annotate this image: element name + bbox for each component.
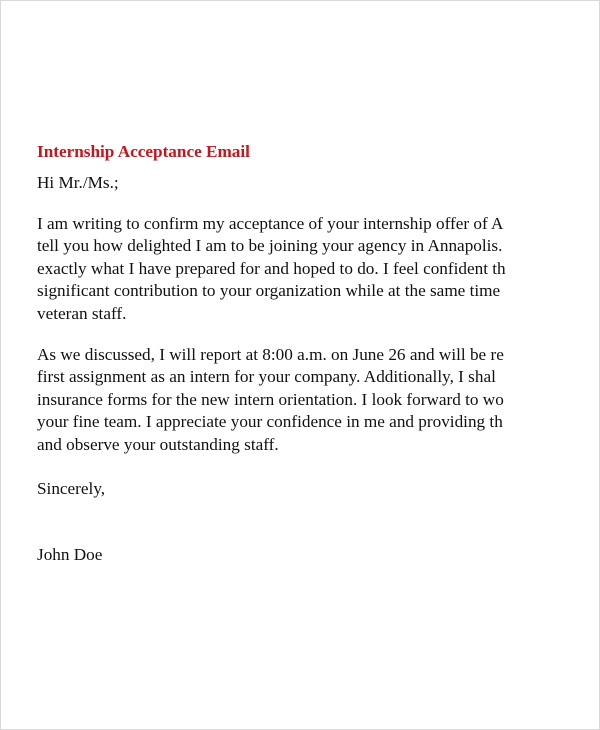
paragraph-1-line: I am writing to confirm my acceptance of your internship offer of A	[37, 214, 504, 233]
paragraph-2-line: first assignment as an intern for your company. Additionally, I shal	[37, 367, 496, 387]
closing-line: Sincerely,	[37, 478, 106, 498]
paragraph-2-line: your fine team. I appreciate your confidence in me and providing th	[37, 412, 503, 432]
paragraph-2	[37, 344, 600, 456]
signature-name: John Doe	[37, 544, 103, 564]
document-title: Internship Acceptance Email	[37, 142, 250, 161]
paragraph-2-line: and observe your outstanding staff.	[37, 434, 279, 454]
letter-body	[37, 141, 600, 566]
paragraph-1	[37, 213, 600, 325]
paragraph-2-line: insurance forms for the new intern orientation. I look forward to wo	[37, 389, 504, 409]
paragraph-1-line: tell you how delighted I am to be joining your agency in Annapolis.	[37, 236, 503, 256]
paragraph-1-line: veteran staff.	[37, 303, 127, 323]
paragraph-1-line: exactly what I have prepared for and hoped to do. I feel confident th	[37, 258, 506, 278]
paragraph-1-line: significant contribution to your organization while at the same time	[37, 281, 501, 301]
paragraph-2-line: As we discussed, I will report at 8:00 a.m. on June 26 and will be re	[37, 344, 504, 364]
greeting-line: Hi Mr./Ms.;	[37, 173, 119, 192]
